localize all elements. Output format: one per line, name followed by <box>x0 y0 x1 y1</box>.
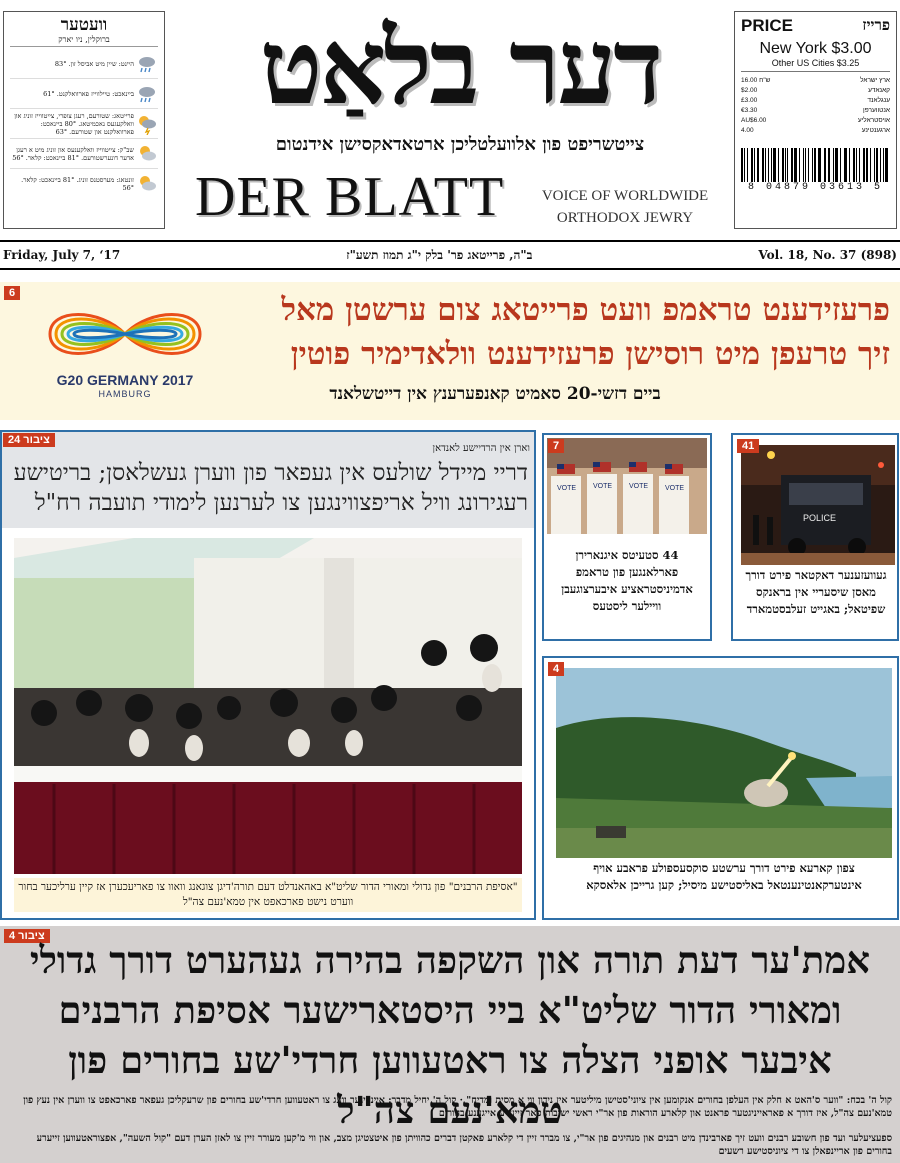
bottom-story-paragraph-2: ספעציעלער ועד פון חשובע רבנים וועט זיך פארבינדן מיט רבנים און מנהיגים פון אר"י, צו מברר זיין די קלארע פאקטן דברים כהוויתן פון איטצטיגן מצב, און ווי מ'קען מעורר זיין צו לאזן הערן דעם "קול השעה", אפצוראטעווען זייערע בחורים פון אריינפאלן צו די ציוניסטישע רשעים <box>36 1133 892 1157</box>
weather-location: ברוקלין, ניו יארק <box>10 35 158 47</box>
missile-caption: צפון קארעא פירט דורך ערשטע סוקסעספולע פראבע אויף אינטערקאנטינענטאל באליסטישע מיסיל; קען גרייכן אלאסקא <box>586 861 862 892</box>
weather-forecast-row <box>10 139 158 169</box>
price-label-hebrew: פרייז <box>862 16 890 34</box>
price-other-cities: Other US Cities $3.25 <box>741 58 890 72</box>
weather-forecast-text: היינט: שיין מיט אביסל זון. 83° <box>54 59 134 68</box>
g20-logo-city: HAMBURG <box>98 389 152 399</box>
weather-title: וועטער <box>60 15 108 35</box>
masthead-title-hebrew: דער בלאַט <box>259 5 661 128</box>
side-story-voter-lists[interactable] <box>542 433 712 641</box>
foreign-price-row <box>741 76 890 86</box>
police-truck-photo <box>741 445 895 565</box>
foreign-price-place: ארגענטינע <box>861 127 890 134</box>
barcode-number: 8 04879 03613 5 <box>747 182 883 193</box>
side-story-north-korea-missile[interactable] <box>542 656 899 920</box>
weather-forecast-row <box>10 109 158 139</box>
svg-text:VOTE: VOTE <box>557 485 577 492</box>
g20-headline-line-1[interactable]: פרעזידענט טראמפ וועט פרייטאג צום ערשטן מאל <box>281 292 890 328</box>
price-label-english: PRICE <box>741 16 793 35</box>
foreign-price-place: ארץ ישראל <box>860 77 890 84</box>
foreign-price-amount: £3.00 <box>741 97 758 104</box>
main-story-kicker: וארן אין הרדיישע לאנדאן <box>432 443 530 454</box>
page-number-tag: 7 <box>548 439 564 453</box>
foreign-price-place: אנטווערפן <box>863 107 890 114</box>
bottom-story-paragraph-1: קול ה' בכח: "ווער ס'האט א חלק אין העלפן בחורים אנקומען אין ציוני'סטישן מיליטער איז נידון ווי א מסית ומדיח" · קול ה' יחיל מדבר: איינציגער וועג צו ראטעווען חרדי'שע בחורים פון שרעקליכן געפאר פארכאפט צו ווערן אין נעץ פון טמא'נעם צה"ל, איז דורך א פאראייניגטער פראנט און קלארע הוראות פון אר"י ראשי ישיבות פאר זייערע אייגענע בחורים <box>23 1095 892 1119</box>
volume-number: Vol. 18, No. 37 (898) <box>758 248 897 262</box>
g20-headline-line-2[interactable]: זיך טרעפן מיט רוסישן פרעזידענט וולאדימיר פוטין <box>290 336 890 372</box>
page-number-tag: 41 <box>737 439 759 453</box>
weather-forecast-row <box>10 169 158 199</box>
rabbis-assembly-photo <box>14 538 522 874</box>
weather-forecast-text: זונטאג: מערסטנס זוניג. 81° ביינאכט: קלאר. 56° <box>21 176 134 192</box>
weather-forecast-row <box>10 79 158 109</box>
svg-text:VOTE: VOTE <box>593 483 613 490</box>
foreign-price-amount: 16.00 ש"ח <box>741 77 771 84</box>
missile-launch-photo <box>556 668 892 858</box>
weather-forecast-text: פרייטאג: שטורעם, רעגן צופרי, צייטווייז זוניג און וואלקעגעס נאכמיטאג. 80° ביינאכט: פארוואלקנט און שטורעם. 63° <box>14 111 134 136</box>
foreign-price-place: אויסטראליע <box>857 117 890 124</box>
hebrew-date: ב"ה, פרייטאג פר' בלק י"ג תמוז תשע"ז <box>346 247 533 262</box>
weather-forecast-row <box>10 49 158 79</box>
storm-sun-icon <box>136 113 158 135</box>
side-story-bronx-shooting[interactable] <box>731 433 899 641</box>
foreign-price-place: ענגלאנד <box>867 97 890 104</box>
page-number-tag: 4 <box>548 662 564 676</box>
foreign-price-row <box>741 106 890 116</box>
masthead-title-english: DER BLATT <box>195 166 505 228</box>
main-story-headline[interactable]: דריי מיידל שולעס אין געפאר פון ווערן געשלאסן; בריטישע רעגירונג וויל אריפצווינגען צו לערנען לימודי תועבה רח"ל <box>13 460 528 516</box>
g20-subheadline: ביים דזשי-20 סאמיט קאנפערענץ אין דייטשלאנד <box>329 384 661 404</box>
foreign-price-row <box>741 86 890 96</box>
tagline-line-2: ORTHODOX JEWRY <box>556 210 694 226</box>
g20-logo-text: G20 GERMANY 2017 <box>56 372 194 388</box>
rain-cloud-icon <box>136 83 158 105</box>
foreign-price-amount: €3.30 <box>741 107 758 114</box>
sun-cloud-icon <box>136 173 158 195</box>
tagline-line-1: VOICE OF WORLDWIDE <box>541 188 709 204</box>
bottom-story-headline[interactable]: אמת'ער דעת תורה און השקפה בהירה געהערט דורך גדולי ומאורי הדור שליט"א ביי היסטארישער אסיפת הרבנים איבער אופני הצלה צו ראטעווען חרדי'שע בחורים פון טמא'נעם צה"ל <box>29 938 871 1132</box>
main-photo-caption: "אסיפת הרבנים" פון גדולי ומאורי הדור שליט"א באהאנדלט דעם תורה'דיגן צוגאנג וואוו צו פאריעכערן אז קיין ערליכער בחור ווערט נישט פארכאפט אין טמא'נעם צה"ל <box>14 878 522 912</box>
foreign-price-place: קאנאדע <box>868 87 890 94</box>
barcode <box>741 142 890 182</box>
foreign-price-amount: AU$6.00 <box>741 117 767 124</box>
svg-text:POLICE: POLICE <box>803 513 837 523</box>
page-number-tag: 6 <box>4 286 20 300</box>
price-box <box>734 11 897 229</box>
weather-forecast-text: ביינאכט: טיילווייז פארוואלקנט. 61° <box>43 89 134 98</box>
voter-lists-caption: 44 סטעיטס איגנארירן פארלאנגען פון טראמפ אדמיניסטראציע איבערצוגעבן וויילער ליסטעס <box>561 548 693 613</box>
sun-cloud-icon <box>136 143 158 165</box>
price-new-york: New York $3.00 <box>759 40 872 57</box>
svg-text:VOTE: VOTE <box>629 483 649 490</box>
g20-knot-logo-icon <box>40 298 210 370</box>
foreign-price-amount: $2.00 <box>741 87 758 94</box>
bronx-shooting-caption: געוועזענער דאקטאר פירט דורך מאסן שיסעריי אין בראנקס שפיטאל; באגייט זעלבסטמארד <box>745 568 887 616</box>
date-bar <box>0 240 900 270</box>
rain-cloud-icon <box>136 53 158 75</box>
foreign-price-amount: 4.00 <box>741 127 754 134</box>
weather-box <box>3 11 165 229</box>
masthead-subtitle-hebrew: צייטשריפט פון אלוועלטליכן ארטאדאקסישן אידנטום <box>275 134 645 155</box>
weather-forecast-text: שב"ק: צייטווייז וואלקענעס און זוניג מיט א רעגן אדער דונערשטורעם. 81° ביינאכט: קלאר. 56° <box>12 145 134 162</box>
issue-date: Friday, July 7, ‘17 <box>3 248 121 262</box>
voting-booths-photo <box>547 438 707 534</box>
masthead-tagline <box>530 185 720 229</box>
section-tag: ציבור 24 <box>3 433 55 447</box>
foreign-price-row <box>741 116 890 126</box>
svg-text:VOTE: VOTE <box>665 485 685 492</box>
foreign-price-row <box>741 96 890 106</box>
section-tag: ציבור 4 <box>4 929 50 943</box>
foreign-price-row <box>741 126 890 136</box>
